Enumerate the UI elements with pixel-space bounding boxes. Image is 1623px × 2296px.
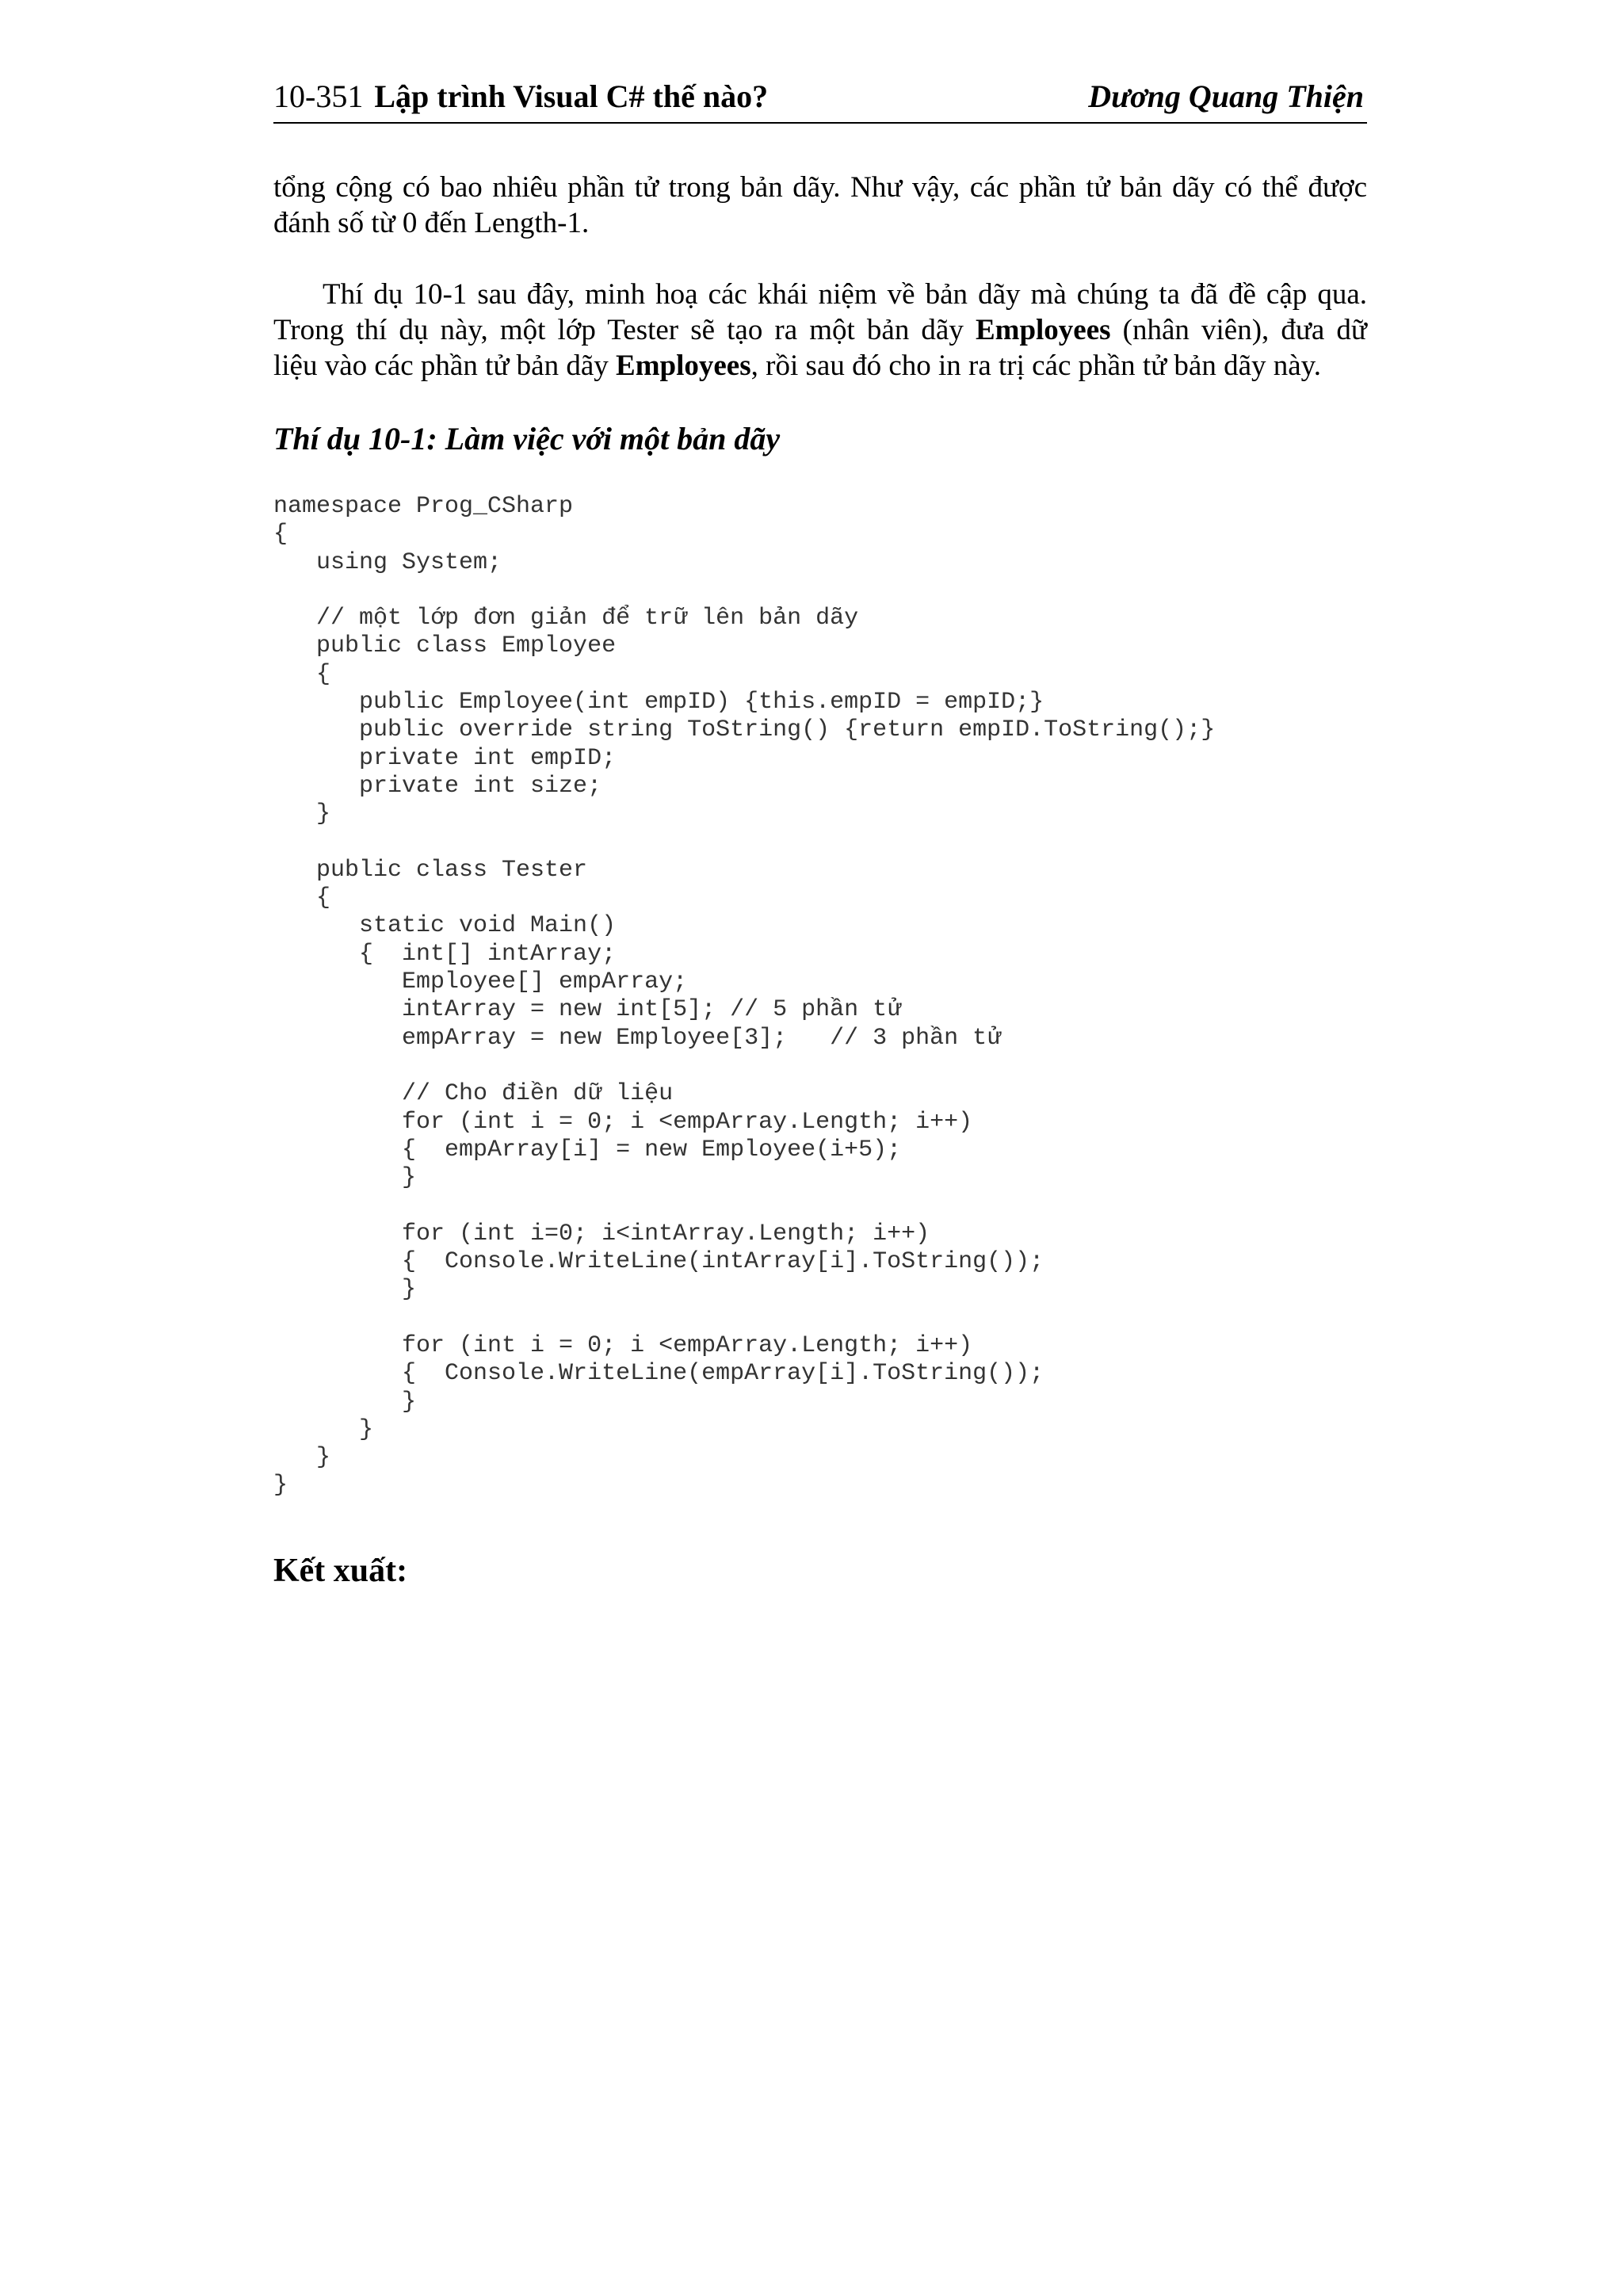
- author-name: Dương Quang Thiện: [1088, 78, 1364, 114]
- code-line: {: [273, 521, 288, 548]
- code-line: intArray = new int[5]; // 5 phần tử: [273, 996, 902, 1024]
- code-line: for (int i = 0; i <empArray.Length; i++): [273, 1331, 973, 1359]
- paragraph-line: [273, 277, 1367, 312]
- paragraph-line: [273, 348, 1367, 384]
- code-line: }: [273, 1388, 417, 1415]
- code-line: public class Employee: [273, 632, 617, 660]
- code-line: { empArray[i] = new Employee(i+5);: [273, 1136, 902, 1163]
- code-line: public Employee(int empID) {this.empID = empID;}: [273, 689, 1044, 716]
- code-line: using System;: [273, 548, 502, 576]
- code-line: {: [273, 884, 331, 912]
- code-line: {: [273, 660, 331, 688]
- paragraph-line: [273, 312, 1367, 348]
- code-line: public class Tester: [273, 856, 588, 884]
- code-line: }: [273, 1415, 374, 1443]
- paragraph-line: đánh số từ 0 đến Length-1.: [273, 207, 590, 239]
- code-line: { Console.WriteLine(intArray[i].ToString());: [273, 1248, 1044, 1276]
- paragraph-text: liệu vào các phần tử bản dãy: [273, 350, 617, 382]
- code-line: [273, 1052, 1215, 1080]
- paragraph-intro: [273, 170, 1367, 241]
- code-line: static void Main(): [273, 912, 617, 940]
- paragraph-text: (nhân viên), đưa dữ: [1110, 314, 1367, 346]
- paragraph-example-description: [273, 277, 1367, 384]
- page-header: [273, 74, 1367, 124]
- code-line: [273, 829, 1215, 857]
- paragraph-line: tổng cộng có bao nhiêu phần tử trong bản dãy. Như vậy, các phần tử bản dãy có thể được: [273, 171, 1367, 204]
- paragraph-text: Trong thí dụ này, một lớp Tester sẽ tạo ra một bản dãy: [273, 314, 976, 346]
- code-line: private int empID;: [273, 744, 617, 772]
- paragraph-text: , rồi sau đó cho in ra trị các phần tử bản dãy này.: [750, 350, 1322, 382]
- code-line: }: [273, 1472, 288, 1499]
- code-line: empArray = new Employee[3]; // 3 phần tử: [273, 1024, 1002, 1052]
- example-heading: Thí dụ 10-1: Làm việc với một bản dãy: [273, 421, 781, 457]
- code-line: [273, 577, 1215, 605]
- code-line: }: [273, 1276, 417, 1304]
- book-title: Lập trình Visual C# thế nào?: [374, 78, 769, 114]
- code-line: [273, 1305, 1215, 1332]
- paragraph-text: Thí dụ 10-1 sau đây, minh hoạ các khái niệm về bản dãy mà chúng ta đã đề cập qua.: [323, 278, 1367, 311]
- code-line: namespace Prog_CSharp: [273, 493, 574, 520]
- output-heading: Kết xuất:: [273, 1553, 408, 1589]
- code-line: }: [273, 1164, 417, 1192]
- code-line: { int[] intArray;: [273, 940, 617, 968]
- page-number: 10-351: [273, 78, 364, 114]
- bold-term: Employees: [975, 314, 1111, 346]
- code-line: for (int i = 0; i <empArray.Length; i++): [273, 1108, 973, 1136]
- code-listing: [273, 493, 1215, 1500]
- header-left: [273, 74, 768, 119]
- code-line: }: [273, 1444, 331, 1472]
- code-line: Employee[] empArray;: [273, 968, 688, 996]
- code-line: private int size;: [273, 772, 602, 800]
- code-line: for (int i=0; i<intArray.Length; i++): [273, 1220, 930, 1247]
- bold-term: Employees: [616, 350, 751, 382]
- code-line: public override string ToString() {return empID.ToString();}: [273, 716, 1216, 744]
- code-line: [273, 1192, 1215, 1220]
- code-line: // Cho điền dữ liệu: [273, 1080, 674, 1108]
- code-line: { Console.WriteLine(empArray[i].ToString());: [273, 1360, 1044, 1388]
- code-line: // một lớp đơn giản để trữ lên bản dãy: [273, 605, 859, 632]
- code-line: }: [273, 800, 331, 828]
